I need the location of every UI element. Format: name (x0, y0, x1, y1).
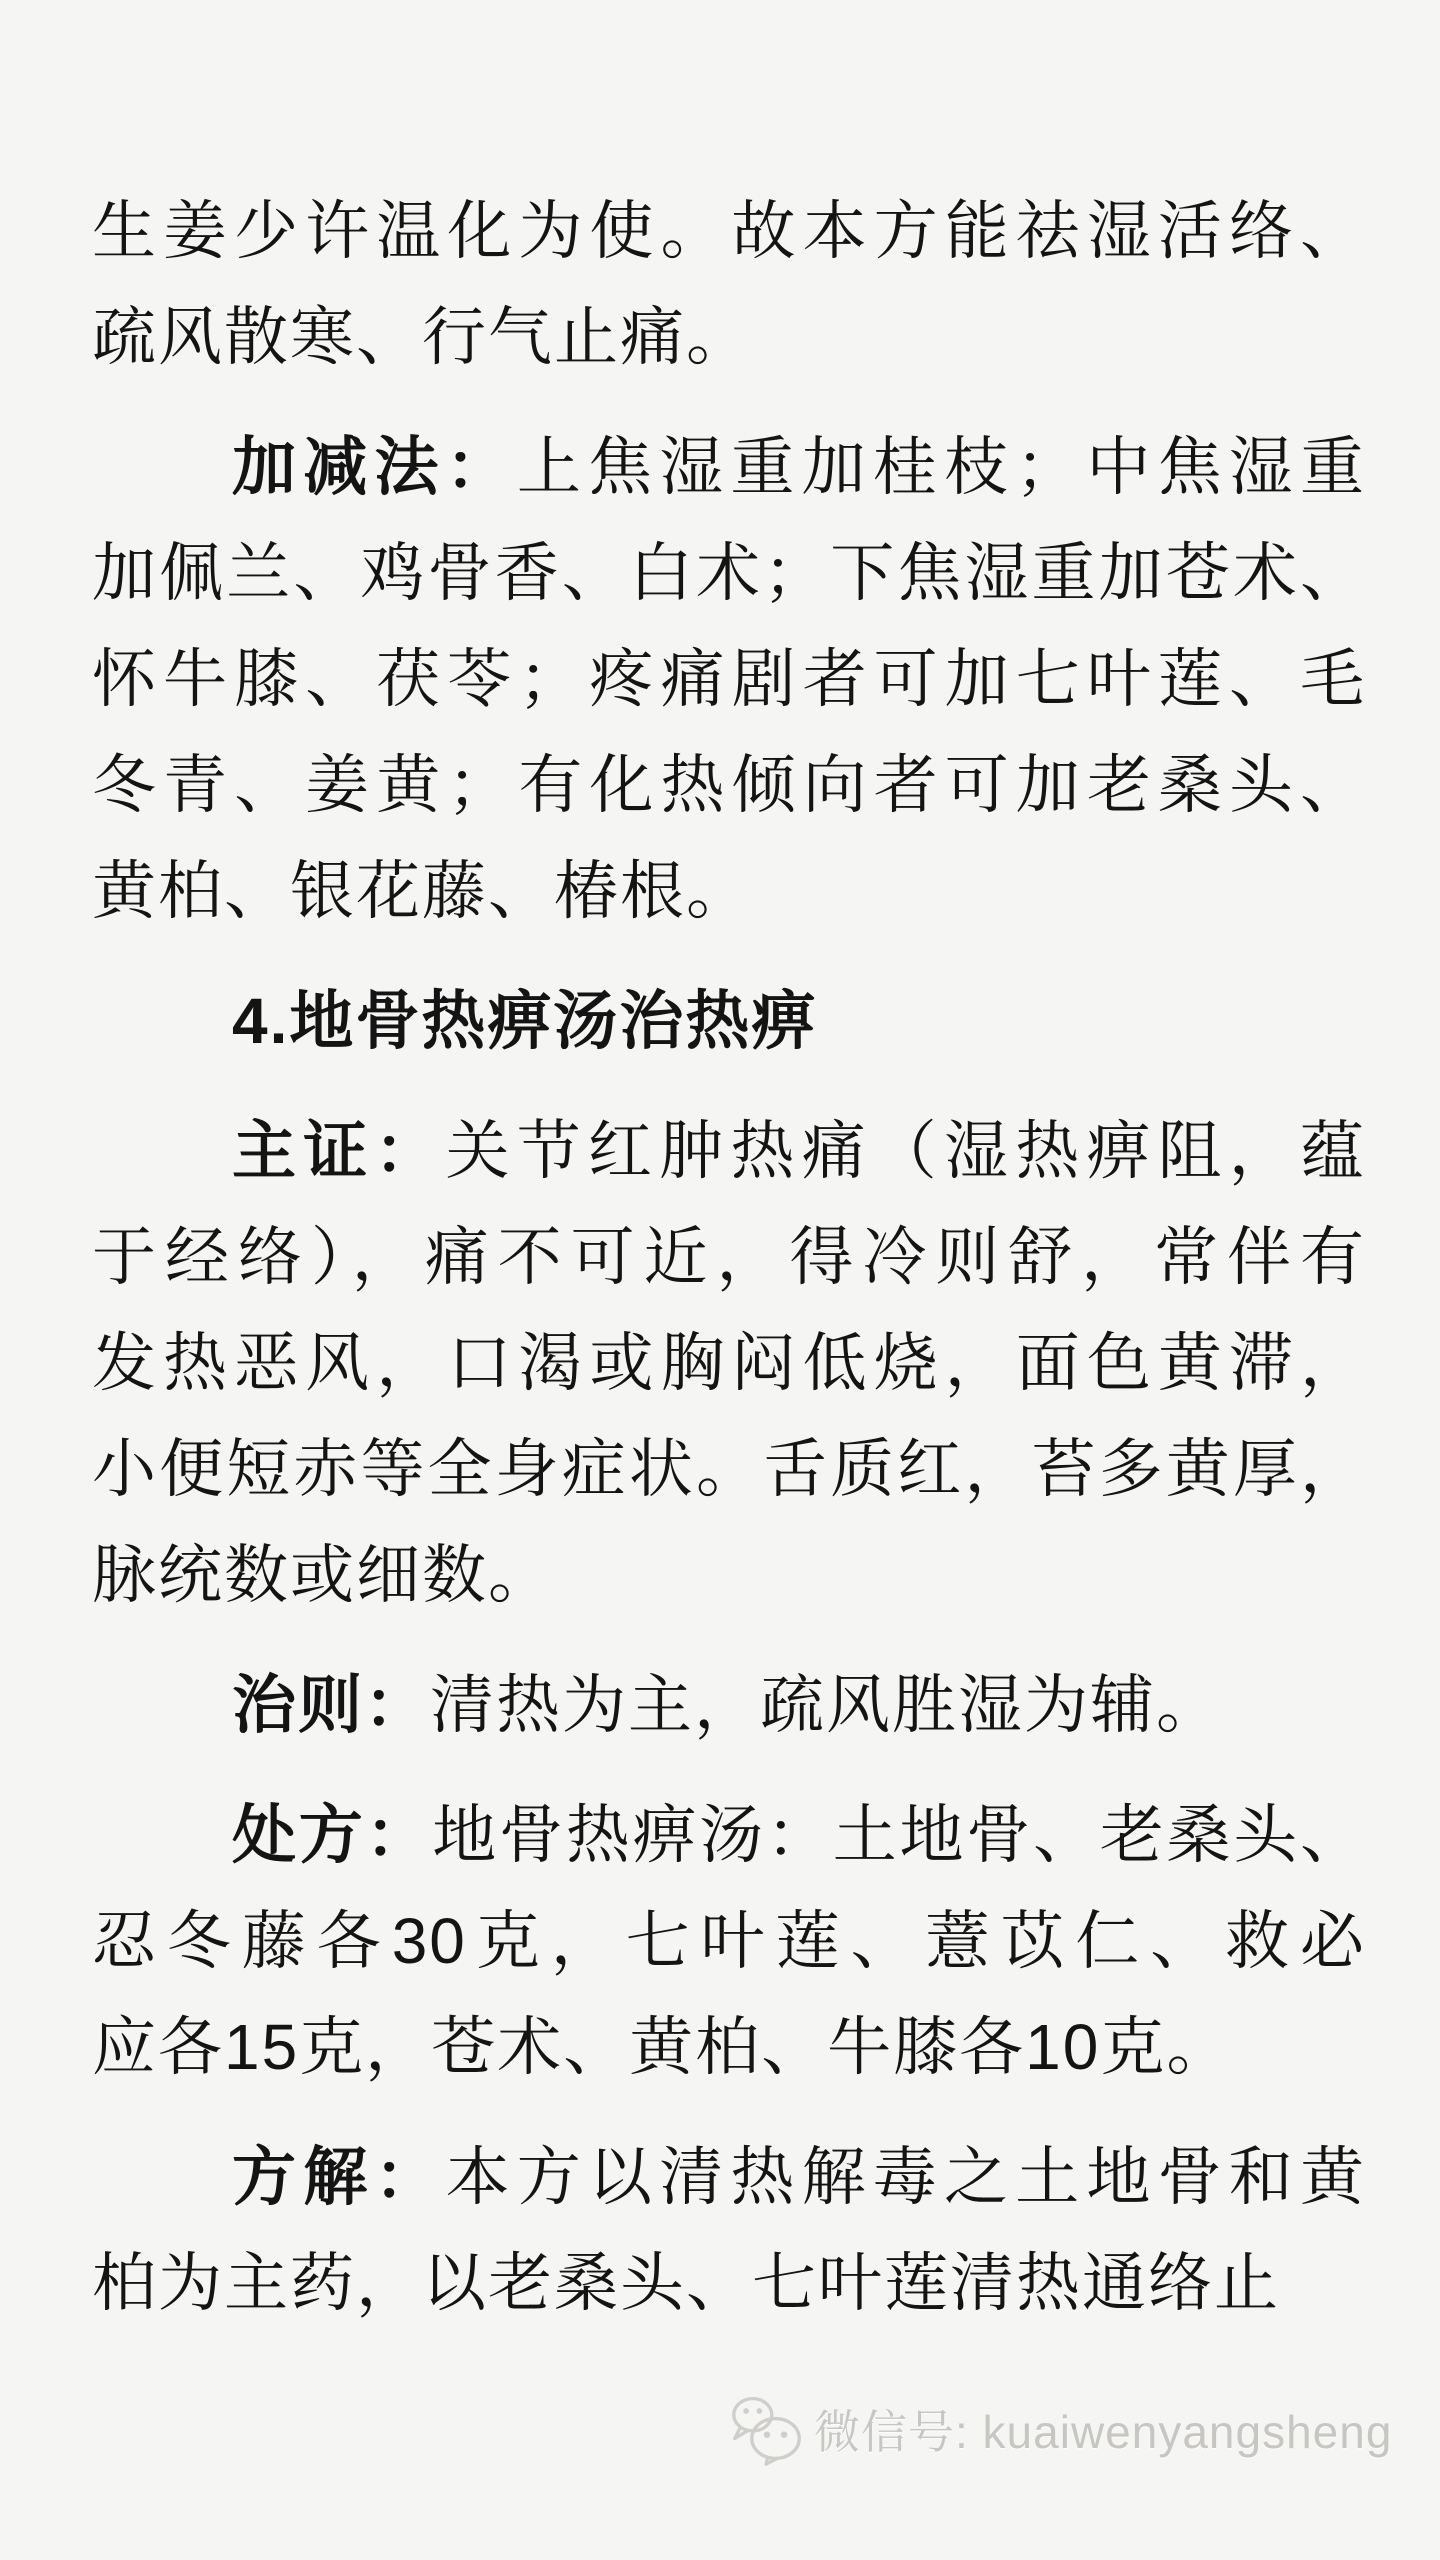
text-line: 疏风散寒、行气止痛。 (92, 301, 752, 373)
text-line: 怀牛膝、茯苓；疼痛剧者可加七叶莲、毛 (92, 643, 1366, 715)
text-line: 柏为主药，以老桑头、七叶莲清热通络止 (92, 2247, 1280, 2319)
article-body (92, 178, 1366, 2336)
text-line: 治则：清热为主，疏风胜湿为辅。 (232, 1669, 1222, 1741)
paragraph (92, 1098, 1366, 1628)
text-line: 生姜少许温化为使。故本方能祛湿活络、 (92, 195, 1366, 267)
text-line: 忍冬藤各30克，七叶莲、薏苡仁、救必 (92, 1905, 1366, 1977)
text-line: 应各15克，苍术、黄柏、牛膝各10克。 (92, 2011, 1233, 2083)
paragraph (92, 178, 1366, 390)
text-line: 脉统数或细数。 (92, 1539, 554, 1611)
wechat-icon (728, 2392, 806, 2466)
paragraph-lead: 主证： (232, 1115, 446, 1187)
paragraph (92, 1782, 1366, 2100)
text-line: 黄柏、银花藤、椿根。 (92, 855, 752, 927)
paragraph-lead: 方解： (232, 2141, 446, 2213)
text-line: 4.地骨热痹汤治热痹 (232, 985, 818, 1057)
paragraph-lead: 治则： (232, 1669, 430, 1741)
paragraph-lead: 处方： (232, 1799, 433, 1871)
text-line: 于经络），痛不可近，得冷则舒，常伴有 (92, 1221, 1366, 1293)
text-line: 发热恶风，口渴或胸闷低烧，面色黄滞， (92, 1327, 1366, 1399)
text-line: 处方：地骨热痹汤：土地骨、老桑头、 (232, 1799, 1366, 1871)
text-line: 冬青、姜黄；有化热倾向者可加老桑头、 (92, 749, 1366, 821)
paragraph (92, 1652, 1366, 1758)
text-line: 加减法：上焦湿重加桂枝；中焦湿重 (232, 431, 1367, 503)
paragraph (92, 2124, 1366, 2336)
text-line: 主证：关节红肿热痛（湿热痹阻，蕴 (232, 1115, 1367, 1187)
section-heading (92, 968, 1366, 1074)
paragraph (92, 414, 1366, 944)
text-line: 方解：本方以清热解毒之土地骨和黄 (232, 2141, 1367, 2213)
text-line: 小便短赤等全身症状。舌质红，苔多黄厚， (92, 1433, 1366, 1505)
watermark (728, 2392, 1392, 2466)
watermark-label: 微信号: kuaiwenyangsheng (814, 2406, 1393, 2458)
paragraph-lead: 加减法： (232, 431, 517, 503)
text-line: 加佩兰、鸡骨香、白术；下焦湿重加苍术、 (92, 537, 1366, 609)
